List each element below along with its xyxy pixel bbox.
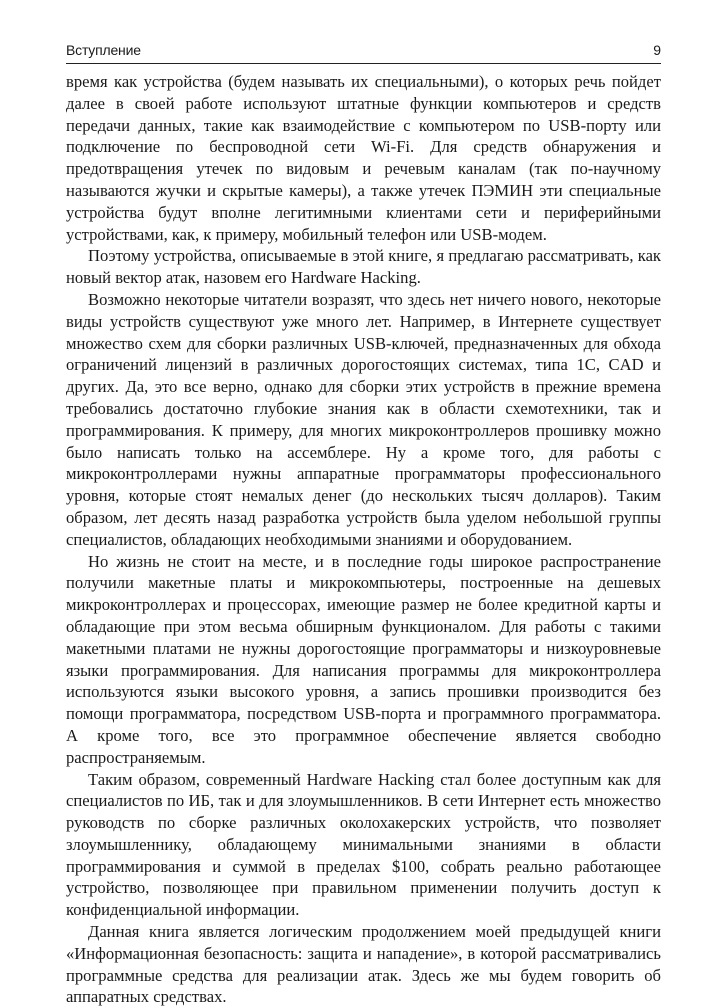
paragraph: Возможно некоторые читатели возразят, что здесь нет ничего нового, некоторые виды устройств существуют уже много лет. Например, в Интернете существует множество схем для сборки различных USB-ключей, предназначенных для обхода ограничений лицензий в различных дорогостоящих системах, типа 1С, CAD и других. Да, это все верно, однако для сборки этих устройств в прежние времена требовались достаточно глубокие знания как в области схемотехники, так и программирования. К примеру, для многих микроконтроллеров прошивку можно было написать только на ассемблере. Ну а кроме того, для работы с микроконтроллерами нужны аппаратные программаторы профессионального уровня, которые стоят немалых денег (до нескольких тысяч долларов). Таким образом, лет десять назад разработка устройств была уделом небольшой группы специалистов, обладающих необходимыми знаниями и оборудованием.	[66, 289, 661, 549]
body-text	[66, 71, 661, 1008]
page-number: 9	[653, 42, 661, 58]
paragraph: Но жизнь не стоит на месте, и в последние годы широкое распространение получили макетные платы и микрокомпьютеры, построенные на дешевых микроконтроллерах и процессорах, имеющие размер не более кредитной карты и обладающие при этом весьма обширным функционалом. Для работы с такими макетными платами не нужны дорогостоящие программаторы и низкоуровневые языки программирования. Для написания программы для микроконтроллера используются языки высокого уровня, а запись прошивки производится без помощи программатора, посредством USB-порта и программного программатора. А кроме того, все это программное обеспечение является свободно распространяемым.	[66, 551, 661, 767]
paragraph-continued: время как устройства (будем называть их специальными), о которых речь пойдет далее в своей работе используют штатные функции компьютеров и средств передачи данных, такие как взаимодействие с компьютером по USB-порту или подключение по беспроводной сети Wi-Fi. Для средств обнаружения и предотвращения утечек по видовым и речевым каналам (так по-научному называются жучки и скрытые камеры), а также утечек ПЭМИН эти специальные устройства будут вполне легитимными клиентами сети и периферийными устройствами, как, к примеру, мобильный телефон или USB-модем.	[66, 72, 661, 244]
section-title: Вступление	[66, 42, 141, 58]
paragraph: Данная книга является логическим продолжением моей предыдущей книги «Информационная безопасность: защита и нападение», в которой рассматривались программные средства для реализации атак. Здесь же мы будем говорить об аппаратных средствах.	[66, 922, 661, 1007]
paragraph: Поэтому устройства, описываемые в этой книге, я предлагаю рассматривать, как новый вектор атак, назовем его Hardware Hacking.	[66, 246, 661, 288]
paragraph: Таким образом, современный Hardware Hacking стал более доступным как для специалистов по ИБ, так и для злоумышленников. В сети Интернет есть множество руководств по сборке различных околохакерских устройств, что позволяет злоумышленнику, обладающему минимальными знаниями в области программирования и суммой в пределах $100, собрать реально работающее устройство, позволяющее при правильном применении получить доступ к конфиденциальной информации.	[66, 769, 661, 920]
running-header	[66, 39, 661, 64]
